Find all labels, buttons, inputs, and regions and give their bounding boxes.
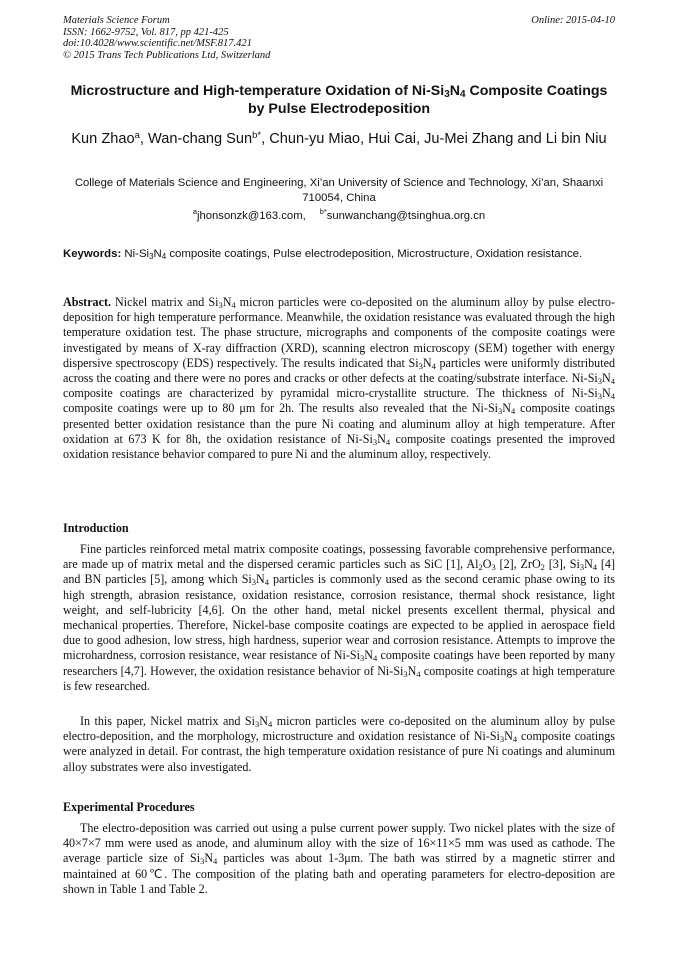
email-a[interactable]: jhonsonzk@163.com, [196, 210, 306, 222]
abstract: Abstract. Nickel matrix and $Si_3N_4$ micron particles were co-deposited on the aluminum alloy by pulse electro-deposition for high temperature performance. Meanwhile, the oxidation resistance was evaluated through the high temperature oxidation test. The phase structure, micrographs and components of the composite coatings were investigated by means of X-ray diffraction (XRD), scanning electron microscopy (SEM) together with energy dispersive spectroscopy (EDS) respectively. The results indicated that $Si_3N_4$ particles were uniformly distributed across the coating and there were no pores and cracks or other defects at the coating/substrate interface. $Ni-Si_3N_4$ composite coatings are characterized by pyramidal micro-crystallite structure. The thickness of $Ni-Si_3N_4$ composite coatings were up to 80 μm for 2h. The results also revealed that the $Ni-Si_3N_4$ composite coatings presented better oxidation resistance than the pure Ni coating and aluminum alloy at high temperature. After oxidation at 673 K for 8h, the oxidation resistance of $Ni-Si_3N_4$ composite coatings presented the improved oxidation resistance behavior compared to pure Ni and the aluminum alloy, respectively. [63, 295, 616, 462]
affiliation: College of Materials Science and Engineering, Xi’an University of Science and Technology, Xi’an, Shaanxi 710054, China [74, 177, 604, 204]
copyright-line: © 2015 Trans Tech Publications Ltd, Switzerland [63, 49, 271, 61]
email-b[interactable]: sunwanchang@tsinghua.org.cn [326, 210, 486, 222]
journal-header [63, 15, 615, 61]
keywords: Keywords: $Ni-Si_3N_4$ composite coatings, Pulse electrodeposition, Microstructure, Oxidation resistance. [63, 248, 583, 261]
experimental-paragraph-1: The electro-deposition was carried out using a pulse current power supply. Two nickel plates with the size of 40×7×7 mm were used as anode, and aluminum alloy with the size of 16×11×5 mm was used as cathode. The average particle size of $Si_3N_4$ particles was about 1-3μm. The bath was stirred by a magnetic stirrer and maintained at 60℃. The composition of the plating bath and operating parameters for electro-deposition are shown in Table 1 and Table 2. [63, 821, 616, 896]
journal-name: Materials Science Forum [63, 15, 170, 26]
experimental-heading: Experimental Procedures [63, 800, 195, 814]
paper-title: Microstructure and High-temperature Oxidation of $Ni-Si_3N_4$ Composite Coatings by Pulse Electrodeposition [70, 83, 608, 117]
author-list: Kun Zhao$^a$, Wan-chang Sun$^{b*}$, Chun-yu Miao, Hui Cai, Ju-Mei Zhang and Li bin Niu [71, 130, 607, 147]
doi-line[interactable]: doi:10.4028/www.scientific.net/MSF.817.421 [63, 38, 252, 49]
issn-line: ISSN: 1662-9752, Vol. 817, pp 421-425 [63, 26, 229, 38]
author-emails: $^a$jhonsonzk@163.com, $^{b*}$sunwanchang@tsinghua.org.cn [192, 207, 486, 222]
online-date: Online: 2015-04-10 [531, 15, 615, 26]
introduction-paragraph-1: Fine particles reinforced metal matrix composite coatings, possessing favorable comprehensive performance, are made up of matrix metal and the dispersed ceramic particles such as SiC [1], $Al_2O_3$ [2], ZrO$_2$ [3], $Si_3N_4$ [4] and BN particles [5], among which $Si_3N_4$ particles is commonly used as the second ceramic phase owing to its high strength, abrasion resistance, oxidation resistance, corrosion resistance, thermal shock resistance, light weight, and self-lubricity [4,6]. On the other hand, metal nickel presents excellent thermal, physical and mechanical properties. Therefore, Nickel-base composite coatings are expected to be applied in aerospace field due to good adhesion, low stress, high hardness, superior wear and corrosion resistance. Attempts to improve the microhardness, corrosion resistance, wear resistance of $Ni-Si_3N_4$ composite coatings have been reported by many researchers [4,7]. However, the oxidation resistance behavior of $Ni-Si_3N_4$ composite coatings at high temperature is few researched. [63, 542, 615, 693]
introduction-paragraph-2: In this paper, Nickel matrix and $Si_3N_4$ micron particles were co-deposited on the aluminum alloy by pulse electro-deposition, and the morphology, microstructure and oxidation resistance of $Ni-Si_3N_4$ composite coatings were analyzed in detail. For contrast, the high temperature oxidation resistance of pure Ni coatings and aluminum alloy substrates were also investigated. [63, 714, 615, 774]
introduction-heading: Introduction [63, 521, 129, 535]
